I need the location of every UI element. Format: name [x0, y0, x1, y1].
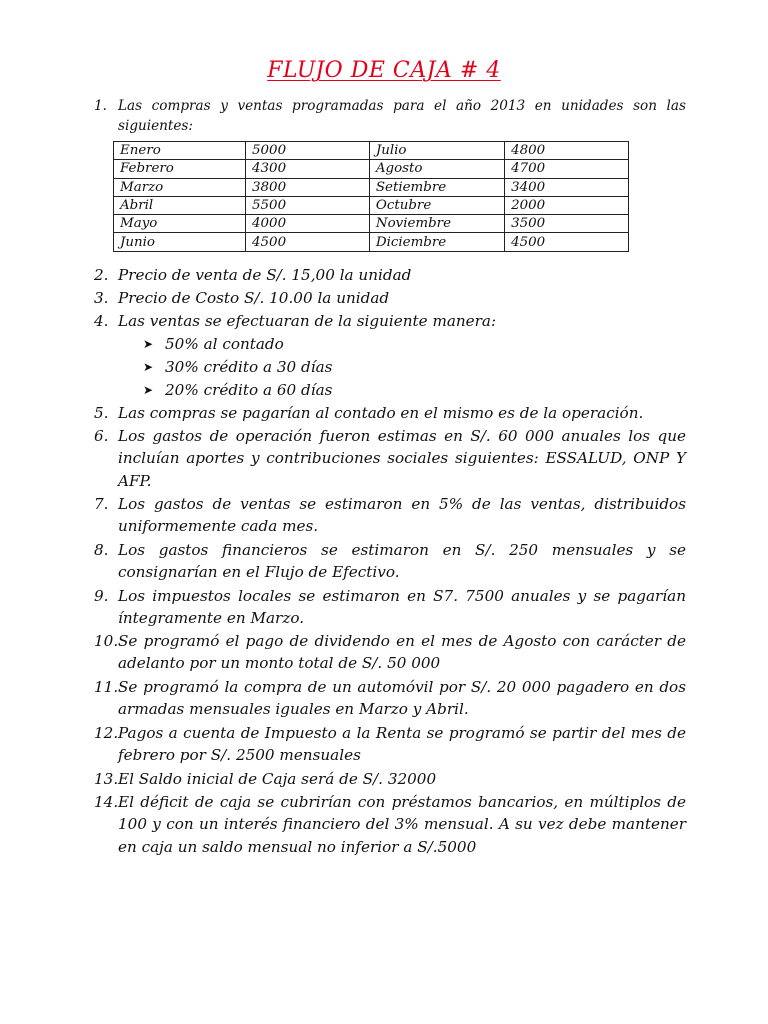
- sales-term-text: 20% crédito a 60 días: [165, 381, 333, 399]
- list-item-number: 10.: [94, 632, 119, 650]
- arrow-bullet-icon: ➤: [143, 360, 154, 374]
- list-item-number: 6.: [94, 427, 109, 445]
- list-item-number: 13.: [94, 770, 119, 788]
- list-item-number: 1.: [94, 98, 107, 114]
- sales-term-item: [143, 356, 332, 378]
- list-item-11: [94, 676, 686, 721]
- table-cell-units: 4700: [505, 160, 629, 178]
- table-cell-month: Marzo: [114, 178, 246, 196]
- table-row: [114, 160, 629, 178]
- table-cell-units: 3400: [505, 178, 629, 196]
- table-cell-units: 2000: [505, 196, 629, 214]
- table-row: [114, 178, 629, 196]
- sales-term-item: [143, 379, 332, 401]
- sales-term-text: 50% al contado: [165, 335, 284, 353]
- list-item-text: Se programó el pago de dividendo en el mes de Agosto con carácter de adelanto por un monto total de S/. 50 000: [118, 632, 686, 673]
- table-cell-month: Agosto: [369, 160, 504, 178]
- units-table: [113, 141, 629, 252]
- table-cell-units: 4000: [246, 215, 370, 233]
- list-item-5: [94, 402, 686, 424]
- table-cell-month: Febrero: [114, 160, 246, 178]
- list-item-text: Los gastos financieros se estimaron en S/. 250 mensuales y se consignarían en el Flujo de Efectivo.: [118, 541, 686, 582]
- table-row: [114, 196, 629, 214]
- list-item-12: [94, 722, 686, 767]
- list-item-14: [94, 791, 686, 858]
- arrow-bullet-icon: ➤: [143, 383, 154, 397]
- table-cell-month: Diciembre: [369, 233, 504, 251]
- list-item-text: Los gastos de ventas se estimaron en 5% de las ventas, distribuidos uniformemente cada mes.: [118, 495, 686, 536]
- table-cell-units: 4500: [246, 233, 370, 251]
- page-title: FLUJO DE CAJA # 4: [267, 58, 501, 83]
- list-item-8: [94, 539, 686, 584]
- table-cell-month: Noviembre: [369, 215, 504, 233]
- table-cell-month: Julio: [369, 142, 504, 160]
- list-item-10: [94, 630, 686, 675]
- table-cell-month: Octubre: [369, 196, 504, 214]
- list-item-1: [94, 96, 686, 136]
- list-item-text: Pagos a cuenta de Impuesto a la Renta se programó se partir del mes de febrero por S/. 2500 mensuales: [118, 724, 686, 765]
- table-cell-units: 4500: [505, 233, 629, 251]
- list-item-number: 3.: [94, 289, 109, 307]
- list-item-text: Las compras se pagarían al contado en el mismo es de la operación.: [118, 404, 644, 422]
- list-item-2: [94, 264, 686, 286]
- list-item-number: 5.: [94, 404, 109, 422]
- table-cell-month: Setiembre: [369, 178, 504, 196]
- list-item-text: El déficit de caja se cubrirían con préstamos bancarios, en múltiplos de 100 y con un interés financiero del 3% mensual. A su vez debe mantener en caja un saldo mensual no inferior a S/.5000: [118, 793, 686, 856]
- table-cell-month: Mayo: [114, 215, 246, 233]
- table-cell-units: 4300: [246, 160, 370, 178]
- list-item-number: 8.: [94, 541, 109, 559]
- list-item-6: [94, 425, 686, 492]
- sales-term-text: 30% crédito a 30 días: [165, 358, 333, 376]
- table-row: [114, 215, 629, 233]
- list-item-text: El Saldo inicial de Caja será de S/. 32000: [118, 770, 437, 788]
- table-cell-units: 5500: [246, 196, 370, 214]
- table-row: [114, 142, 629, 160]
- list-item-number: 11.: [94, 678, 119, 696]
- list-item-13: [94, 768, 686, 790]
- list-item-text: Las ventas se efectuaran de la siguiente manera:: [118, 312, 497, 330]
- table-cell-units: 5000: [246, 142, 370, 160]
- table-cell-units: 3800: [246, 178, 370, 196]
- list-item-number: 4.: [94, 312, 109, 330]
- table-cell-units: 4800: [505, 142, 629, 160]
- table-row: [114, 233, 629, 251]
- list-item-text: Precio de venta de S/. 15,00 la unidad: [118, 266, 412, 284]
- list-item-number: 9.: [94, 587, 109, 605]
- list-item-3: [94, 287, 686, 309]
- list-item-text: Los gastos de operación fueron estimas en S/. 60 000 anuales los que incluían aportes y contribuciones sociales siguientes: ESSALUD, ONP Y AFP.: [118, 427, 686, 490]
- table-cell-month: Junio: [114, 233, 246, 251]
- list-item-number: 7.: [94, 495, 109, 513]
- arrow-bullet-icon: ➤: [143, 337, 154, 351]
- list-item-7: [94, 493, 686, 538]
- table-cell-units: 3500: [505, 215, 629, 233]
- table-cell-month: Abril: [114, 196, 246, 214]
- list-item-4: [94, 310, 686, 332]
- table-cell-month: Enero: [114, 142, 246, 160]
- list-item-text: Precio de Costo S/. 10.00 la unidad: [118, 289, 390, 307]
- sales-term-item: [143, 333, 284, 355]
- list-item-number: 14.: [94, 793, 119, 811]
- list-item-text: Se programó la compra de un automóvil por S/. 20 000 pagadero en dos armadas mensuales iguales en Marzo y Abril.: [118, 678, 686, 719]
- list-item-number: 2.: [94, 266, 109, 284]
- list-item-text: Las compras y ventas programadas para el año 2013 en unidades son las siguientes:: [118, 98, 686, 134]
- list-item-9: [94, 585, 686, 630]
- list-item-number: 12.: [94, 724, 119, 742]
- list-item-text: Los impuestos locales se estimaron en S7. 7500 anuales y se pagarían íntegramente en Marzo.: [118, 587, 686, 628]
